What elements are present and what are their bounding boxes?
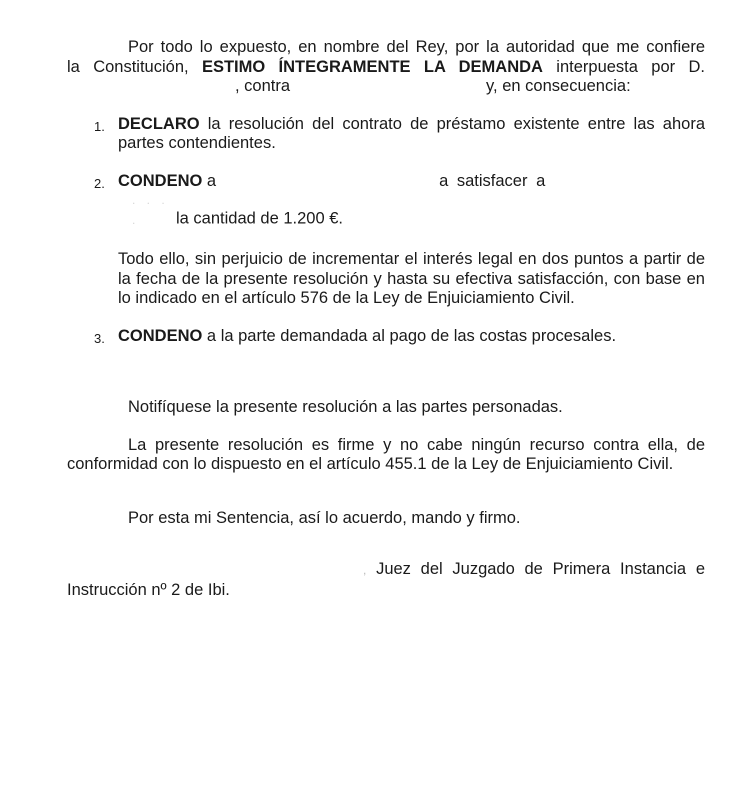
- signature-block: [67, 560, 705, 600]
- declaro-text: la resolución del contrato de préstamo existente entre las ahora partes contendientes.: [118, 114, 705, 152]
- list-number: 2.: [94, 175, 105, 191]
- fallo-line-1: Por todo lo expuesto, en nombre del Rey, por la autoridad que me confiere: [128, 38, 705, 56]
- interes-paragraph: Todo ello, sin perjuicio de incrementar el interés legal en dos puntos a partir de la fecha de la presente resolución y hasta su efectiva satisfacción, con base en lo indicado en el artículo 576 de la Ley de Enjuiciamiento Civil.: [118, 250, 705, 307]
- firme-paragraph: La presente resolución es firme y no cabe ningún recurso contra ella, de conformidad con lo dispuesto en el artículo 455.1 de la Ley de Enjuiciamiento Civil.: [67, 435, 705, 473]
- redacted-dots: . . . .: [132, 193, 169, 227]
- fallo-line-2-pre: la Constitución,: [67, 57, 202, 76]
- estimo-demanda-bold: ESTIMO ÍNTEGRAMENTE LA DEMANDA: [201, 57, 543, 76]
- signature-role: Juez del Juzgado de Primera Instancia e: [376, 560, 705, 578]
- list-item-1: [67, 115, 705, 154]
- fallo-line-2: [67, 58, 705, 78]
- judgment-document: [67, 38, 705, 600]
- notifiquese-paragraph: Notifíquese la presente resolución a las partes personadas.: [128, 398, 563, 416]
- fallo-line-3-consecuencia: y, en consecuencia:: [486, 77, 631, 95]
- condeno-costas-paragraph: [118, 327, 705, 347]
- condeno-bold: CONDENO: [118, 171, 203, 190]
- list-item-3: [67, 327, 705, 347]
- fallo-paragraph: [67, 38, 705, 97]
- redacted-plaintiff: [67, 90, 235, 91]
- condeno-text-a: a: [202, 171, 217, 190]
- sentencia-paragraph: Por esta mi Sentencia, así lo acuerdo, mando y firmo.: [128, 508, 521, 527]
- condeno-paragraph: [118, 172, 705, 192]
- condeno-amount: la cantidad de 1.200 €.: [176, 209, 343, 228]
- redacted-condemned: [216, 185, 439, 186]
- fallo-line-2-post: interpuesta por D.: [542, 57, 705, 76]
- signature-mark: ,: [363, 563, 367, 577]
- declaro-paragraph: [118, 115, 705, 154]
- fallo-line-3: [67, 77, 705, 97]
- signature-line-2: Instrucción nº 2 de Ibi.: [67, 580, 230, 599]
- signature-line-1: [67, 560, 705, 581]
- fallo-line-3-contra: , contra: [235, 77, 291, 95]
- list-number: 3.: [94, 330, 105, 346]
- declaro-bold: DECLARO: [118, 114, 200, 133]
- redacted-judge-name: [67, 573, 363, 574]
- list-item-2: [67, 172, 705, 309]
- condeno-costas-bold: CONDENO: [118, 326, 203, 345]
- condeno-amount-line: [118, 191, 705, 230]
- list-number: 1.: [94, 118, 105, 134]
- condeno-costas-text: a la parte demandada al pago de las costas procesales.: [202, 326, 617, 345]
- condeno-text-b: a satisfacer a: [439, 171, 546, 190]
- redacted-defendant: [290, 90, 486, 91]
